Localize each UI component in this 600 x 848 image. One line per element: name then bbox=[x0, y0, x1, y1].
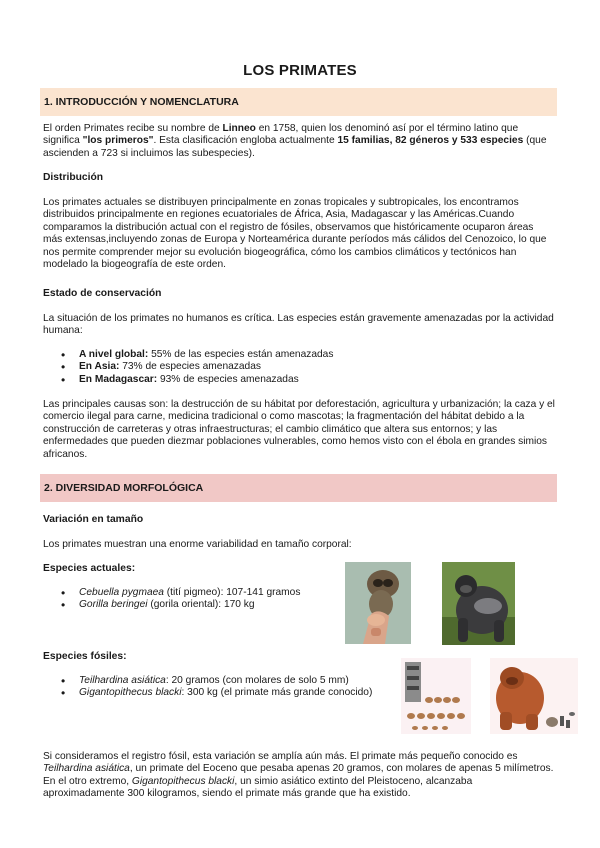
gigantopithecus-image bbox=[490, 658, 578, 734]
intro-text-3: . Esta clasificación engloba actualmente bbox=[153, 135, 338, 147]
causas-paragraph: Las principales causas son: la destrucción de su hábitat por deforestación, agricultura y urbanización; la caza y el comercio ilegal para carne, medicina tradicional o como mascotas; la fragmentación del hábitat debido a la construcción de carreteras y otras infraestructuras; el cambio climático que altera sus entornos; y las enfermedades que pueden diezmar poblaciones vulnerables, como hemos visto con el ébola en grandes simios africanos. bbox=[43, 399, 555, 460]
list-item: • Gigantopithecus blacki: 300 kg (el primate más grande conocido) bbox=[43, 687, 373, 699]
list-item: • Cebuella pygmaea (tití pigmeo): 107-141 gramos bbox=[43, 587, 343, 599]
variacion-paragraph: Los primates muestran una enorme variabilidad en tamaño corporal: bbox=[43, 539, 352, 550]
conservacion-paragraph: La situación de los primates no humanos es crítica. Las especies están gravemente amenazadas por la actividad humana: bbox=[43, 313, 554, 337]
marmoset-image bbox=[345, 562, 411, 644]
intro-bold-linneo: Linneo bbox=[222, 123, 256, 134]
list-item: • Gorilla beringei (gorila oriental): 170 kg bbox=[43, 599, 343, 611]
teilhardina-illustration bbox=[401, 658, 471, 734]
especies-actuales-list bbox=[43, 587, 343, 612]
teilhardina-image bbox=[401, 658, 471, 734]
especies-fosiles-list bbox=[43, 675, 373, 700]
intro-text-2: en 1758, quien los denominó así por el término latino que significa bbox=[43, 123, 519, 147]
page-title: LOS PRIMATES bbox=[243, 62, 357, 79]
intro-paragraph bbox=[43, 123, 555, 160]
list-item: • Teilhardina asiática: 20 gramos (con molares de solo 5 mm) bbox=[43, 675, 373, 687]
gorilla-photo bbox=[442, 562, 515, 645]
heading-variacion: Variación en tamaño bbox=[43, 514, 144, 525]
marmoset-photo bbox=[345, 562, 411, 644]
section-heading-introduccion: 1. INTRODUCCIÓN Y NOMENCLATURA bbox=[40, 88, 557, 116]
heading-conservacion: Estado de conservación bbox=[43, 288, 162, 299]
list-item: • A nivel global: 55% de las especies están amenazadas bbox=[43, 349, 553, 361]
gigantopithecus-illustration bbox=[490, 658, 578, 734]
heading-distribucion: Distribución bbox=[43, 172, 104, 183]
section-heading-diversidad: 2. DIVERSIDAD MORFOLÓGICA bbox=[40, 474, 557, 502]
intro-bold-counts: 15 familias, 82 géneros y 533 especies bbox=[337, 135, 524, 147]
intro-text-4: (que ascienden a 723 si incluimos las subespecies). bbox=[43, 135, 547, 159]
heading-especies-fosiles: Especies fósiles: bbox=[43, 651, 127, 662]
intro-bold-primeros: "los primeros" bbox=[82, 135, 154, 147]
list-item: • En Asia: 73% de especies amenazadas bbox=[43, 361, 553, 373]
heading-especies-actuales: Especies actuales: bbox=[43, 563, 136, 574]
gorilla-image bbox=[442, 562, 515, 645]
final-paragraph: Si consideramos el registro fósil, esta variación se amplía aún más. El primate más pequeño conocido es Teilhardina asiática, un primate del Eoceno que pesaba apenas 20 gramos, con molares de apenas 5 milímetros. En el otro extremo, Gigantopithecus blacki, un simio asiático extinto del Pleistoceno, alcanzaba aproximadamente 300 kilogramos, siendo el primate más grande que ha existido. bbox=[43, 751, 554, 800]
intro-text-1: El orden Primates recibe su nombre de bbox=[43, 123, 223, 134]
distribucion-paragraph: Los primates actuales se distribuyen principalmente en zonas tropicales y subtropicales, los encontramos distribuidos principalmente en regiones ecuatoriales de África, Asia, Madagascar y las Américas.Cuando comparamos la distribución actual con el registro de fósiles, observamos que históricamente ocuparon áreas más extensas,incluyendo zonas de Europa y Norteamérica durante períodos más cálidos del Cenozoico, lo que nos permite comprender mejor su evolución biogeográfica, cómo los cambios climáticos y tectónicos han modelado la biogeografía de este orden. bbox=[43, 197, 547, 271]
list-item: • En Madagascar: 93% de especies amenazadas bbox=[43, 374, 553, 386]
conservacion-list bbox=[43, 349, 553, 386]
